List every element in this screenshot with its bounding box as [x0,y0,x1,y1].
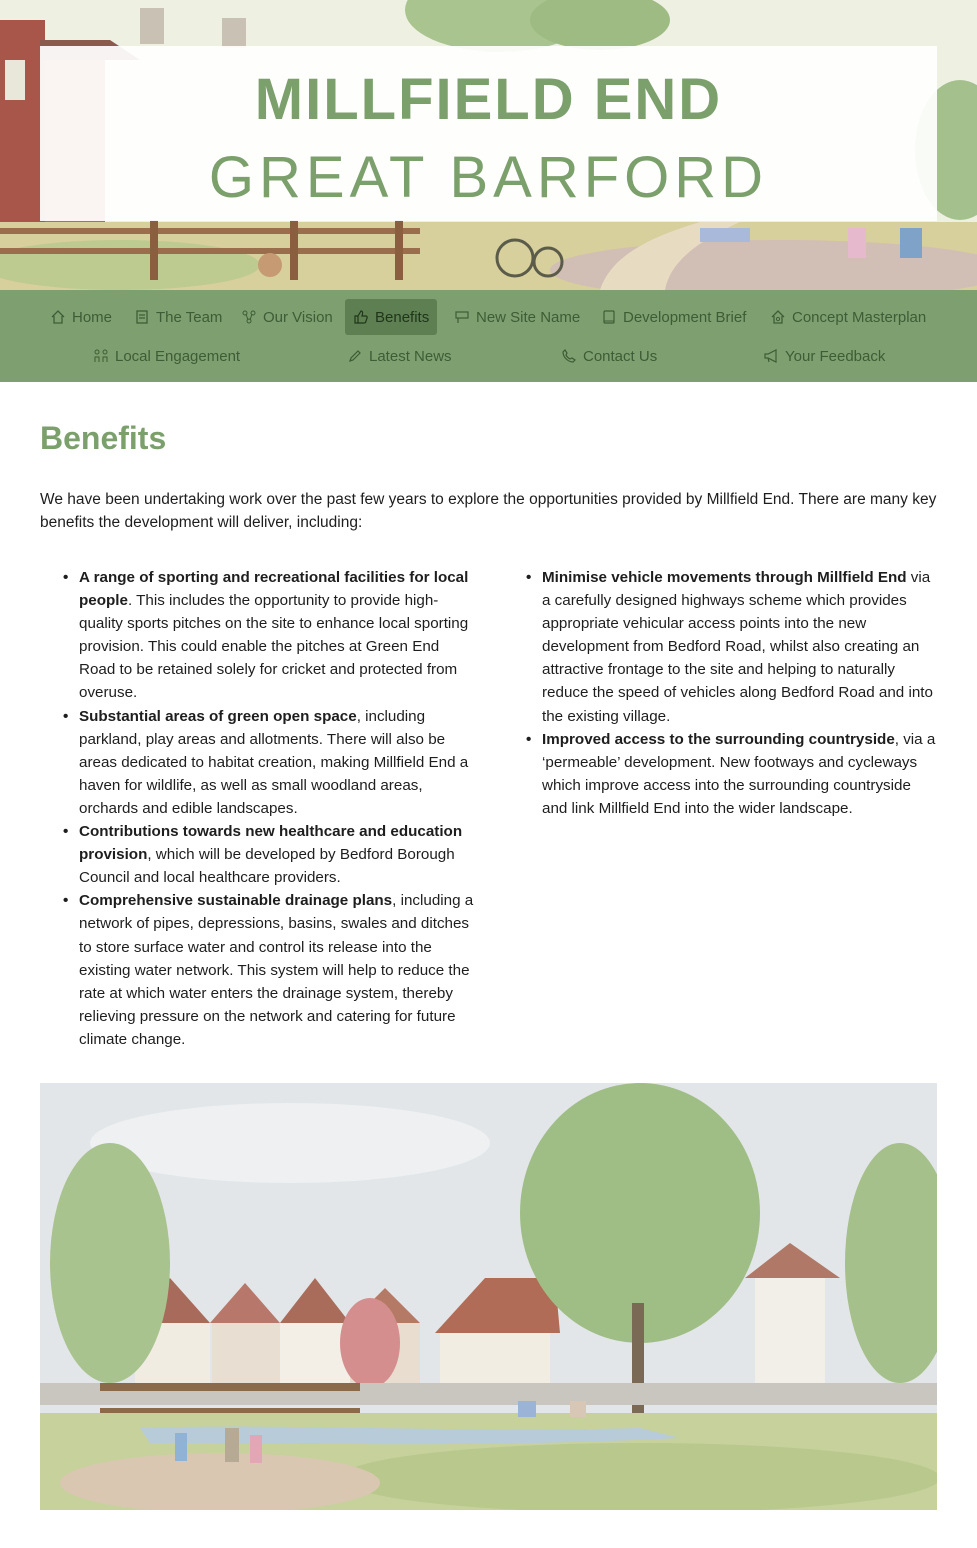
nav-label: New Site Name [476,308,581,326]
nav-label: The Team [156,308,223,326]
book-icon [601,309,617,325]
page-title: Benefits [40,420,167,456]
masterplan-icon [770,309,786,325]
nav-label: Local Engagement [115,347,241,365]
bullet-text: . This includes the opportunity to provide high-quality sports pitches on the site to enhance local sporting provision. This could enable the pitches at Green End Road to be retained solely for cricket and protected from overuse. [79,592,469,702]
benefits-list-left [63,566,478,1051]
nav-item-local-engagement[interactable] [93,338,240,374]
list-item [63,820,478,889]
nav-item-concept-masterplan[interactable] [770,299,926,335]
nav-item-new-site-name[interactable] [454,299,580,335]
bullet-heading: A range of sporting and recreational facilities for local people [79,569,469,610]
list-item [63,889,478,1051]
nav-row-1 [0,299,977,335]
phone-icon [561,348,577,364]
nav-label: Our Vision [263,308,333,326]
nav-row-2 [0,338,977,374]
engagement-icon [93,348,109,364]
nav-label: Concept Masterplan [792,308,927,326]
main-navigation [0,290,977,382]
bullet-heading: Comprehensive sustainable drainage plans [79,892,393,910]
header-banner [0,0,977,290]
megaphone-icon [763,348,779,364]
nav-item-development-brief[interactable] [601,299,746,335]
thumbs-up-icon [353,309,369,325]
site-subtitle: GREAT BARFORD [208,145,769,210]
signpost-icon [454,309,470,325]
vision-icon [241,309,257,325]
list-item [63,566,478,705]
nav-label: Home [72,308,113,326]
bullet-text: via a carefully designed highways scheme which provides appropriate vehicular access points into the new development from Bedford Road, whilst also creating an attractive frontage to the site and helping to naturally reduce the speed of vehicles along Bedford Road and into the existing village. [542,569,933,725]
nav-item-benefits[interactable] [345,299,437,335]
nav-label: Contact Us [583,347,658,365]
nav-label: Latest News [369,347,452,365]
bullet-text: , via a ‘permeable’ development. New footways and cycleways which improve access into the surrounding countryside and link Millfield End into the wider landscape. [542,730,936,817]
intro-paragraph: We have been undertaking work over the past few years to explore the opportunities provided by Millfield End. There are many key benefits the development will deliver, including: [40,491,937,531]
title-box [40,46,937,221]
list-item [526,728,936,820]
nav-item-the-team[interactable] [134,299,222,335]
bullet-text: , which will be developed by Bedford Borough Council and local healthcare providers. [79,846,455,887]
bullet-heading: Improved access to the surrounding countryside [542,730,895,748]
bullet-heading: Minimise vehicle movements through Millfield End [542,569,907,586]
bullet-text: , including parkland, play areas and allotments. There will also be areas dedicated to habitat creation, making Millfield End a haven for wildlife, as well as small woodland areas, orchards and edible landscapes. [79,707,469,817]
list-item [526,566,936,728]
nav-item-latest-news[interactable] [347,338,452,374]
bullet-text: , including a network of pipes, depressions, basins, swales and ditches to store surface water and control its release into the existing water network. This system will help to reduce the rate at which water enters the drainage system, thereby relieving pressure on the network and catering for future climate change. [79,892,474,1048]
bullet-heading: Contributions towards new healthcare and education provision [79,823,463,864]
site-title: MILLFIELD END [254,67,723,132]
nav-item-our-vision[interactable] [241,299,333,335]
pencil-icon [347,348,363,364]
development-illustration [40,1083,937,1510]
nav-item-contact-us[interactable] [561,338,657,374]
home-icon [50,309,66,325]
village-scene-image [40,1083,937,1510]
nav-item-your-feedback[interactable] [763,338,885,374]
bullet-heading: Substantial areas of green open space [79,707,357,725]
nav-item-home[interactable] [50,299,112,335]
nav-label: Benefits [375,308,430,326]
list-item [63,705,478,820]
nav-label: Development Brief [623,308,747,326]
nav-label: Your Feedback [785,347,886,365]
benefits-list-right [526,566,936,820]
team-icon [134,309,150,325]
